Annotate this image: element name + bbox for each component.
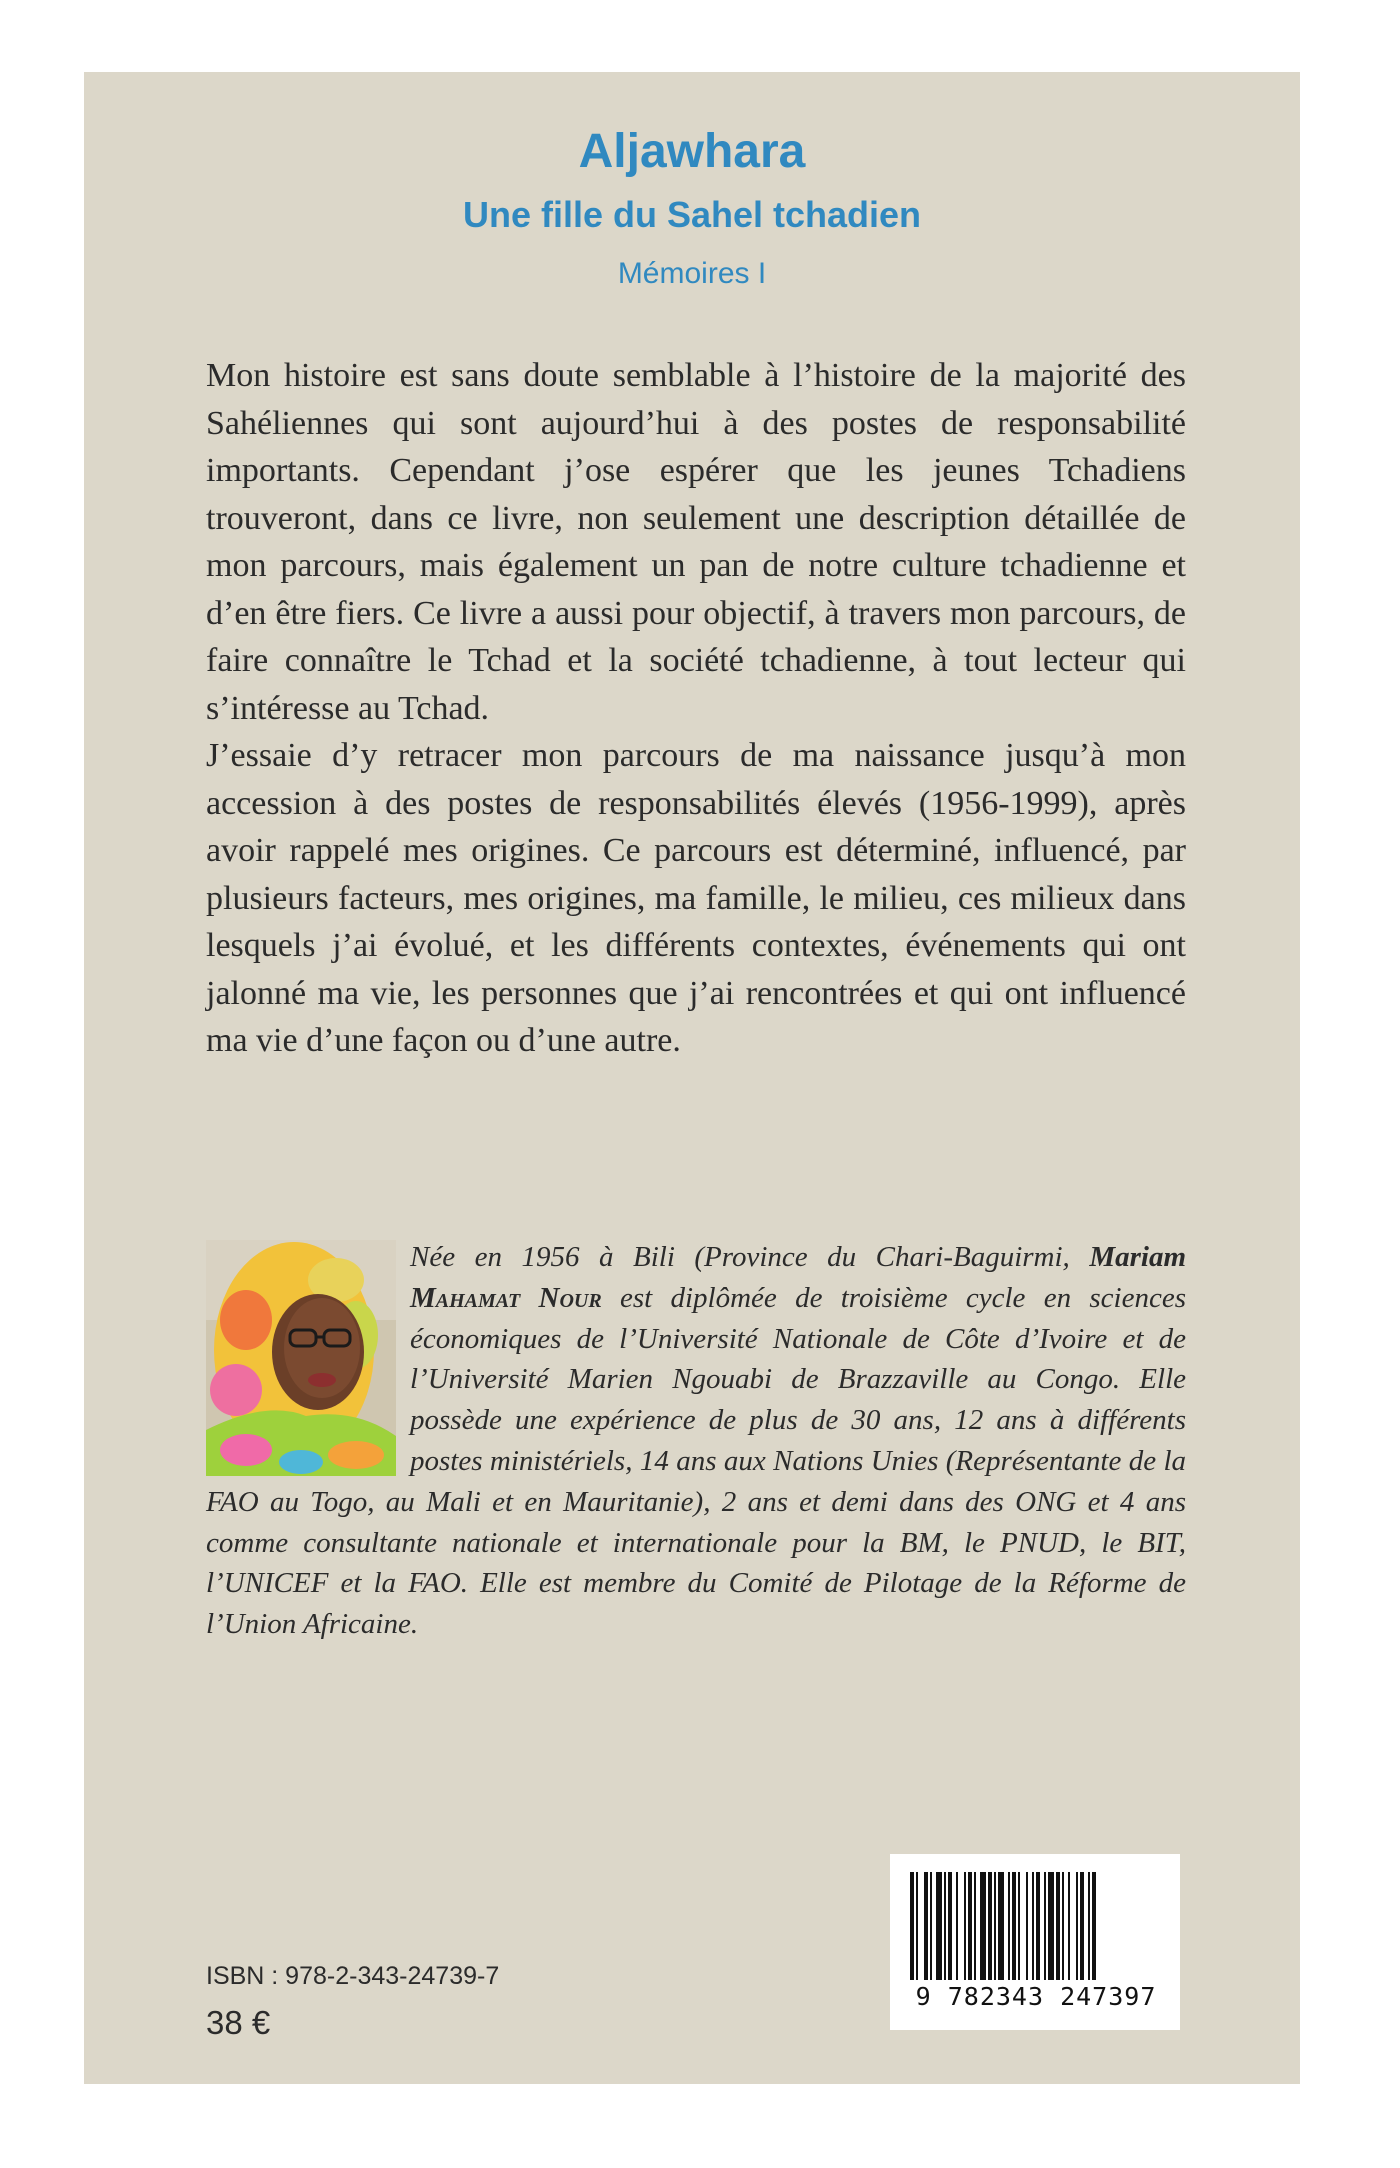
barcode-bar	[910, 1872, 914, 1980]
book-title: Aljawhara	[578, 125, 806, 178]
isbn: ISBN : 978-2-343-24739-7	[206, 1962, 500, 1990]
price: 38 €	[206, 2004, 271, 2041]
bio-text: est diplômée de troisième cycle en sciences économiques de l’Université Nationale de Côte d’Ivoire et de l’Université Marien Ngouabi de Brazzaville au Congo. Elle possède une expérience de plus de 30 ans, 12 ans à différents postes ministériels, 14 ans aux Nations Unies (Représentante de la FAO au Togo, au Mali et en Mauritanie), 2 ans et demi dans des ONG et 4 ans comme consultante nationale et internationale pour la BM, le PNUD, le BIT, l’UNICEF et la FAO. Elle est membre du Comité de Pilotage de la Réforme de l’Union Africaine.	[206, 1281, 1186, 1641]
barcode-bar	[1076, 1872, 1078, 1980]
barcode-bar	[974, 1872, 976, 1980]
series-label: Mémoires I	[617, 257, 767, 290]
author-bio	[206, 1237, 1186, 1645]
barcode-bar	[916, 1872, 918, 1980]
barcode-bar	[1056, 1872, 1060, 1980]
book-subtitle: Une fille du Sahel tchadien	[462, 194, 922, 235]
barcode-bar	[1008, 1872, 1010, 1980]
barcode-bar	[924, 1872, 928, 1980]
barcode-bar	[1026, 1872, 1028, 1980]
barcode-bar	[988, 1872, 992, 1980]
blurb-paragraph-2: J’essaie d’y retracer mon parcours de ma naissance jusqu’à mon accession à des postes de responsabilités élevés (1956-1999), après avoir rappelé mes origines. Ce parcours est déterminé, influencé, par plusieurs facteurs, mes origines, ma famille, le milieu, ces milieux dans lesquels j’ai évolué, et les différents contextes, événements qui ont jalonné ma vie, les personnes que j’ai rencontrées et qui ont influencé ma vie d’une façon ou d’une autre.	[206, 737, 1186, 1059]
author-last-name: Mahamat Nour	[410, 1281, 602, 1314]
barcode-bar	[930, 1872, 932, 1980]
barcode-bar	[1092, 1872, 1096, 1980]
blurb-paragraph-1: Mon histoire est sans doute semblable à l’histoire de la majorité des Sahéliennes qui sont aujourd’hui à des postes de responsabilité importants. Cependant j’ose espérer que les jeunes Tchadiens trouveront, dans ce livre, non seulement une description détaillée de mon parcours, mais également un pan de notre culture tchadienne et d’en être fiers. Ce livre a aussi pour objectif, à travers mon parcours, de faire connaître le Tchad et la société tchadienne, à tout lecteur qui s’intéresse au Tchad.	[206, 357, 1186, 727]
barcode-bar	[998, 1872, 1004, 1980]
barcode-bar	[1044, 1872, 1046, 1980]
barcode-bar	[1080, 1872, 1084, 1980]
barcode-bar	[944, 1872, 946, 1980]
barcode-bar	[964, 1872, 966, 1980]
barcode-bar	[948, 1872, 952, 1980]
barcode-bar	[936, 1872, 942, 1980]
back-cover	[84, 72, 1300, 2084]
barcode-digits: 9 782343 247397	[915, 1982, 1157, 2011]
barcode-bar	[994, 1872, 996, 1980]
barcode-bar	[956, 1872, 958, 1980]
barcode-bar	[1012, 1872, 1016, 1980]
barcode-bar	[980, 1872, 986, 1980]
barcode	[890, 1854, 1180, 2030]
bio-intro: Née en 1956 à Bili (Province du Chari-Baguirmi,	[410, 1241, 1090, 1273]
barcode-bar	[1088, 1872, 1090, 1980]
barcode-bar	[1068, 1872, 1070, 1980]
blurb	[206, 352, 1186, 1065]
author-first-name: Mariam	[1089, 1241, 1186, 1273]
barcode-bar	[968, 1872, 972, 1980]
photo-spacer	[206, 1237, 396, 1477]
barcode-bar	[1032, 1872, 1034, 1980]
barcode-bar	[1062, 1872, 1064, 1980]
barcode-bar	[1036, 1872, 1040, 1980]
barcode-bar	[1018, 1872, 1020, 1980]
barcode-bars	[910, 1872, 1160, 1980]
barcode-bar	[1048, 1872, 1054, 1980]
